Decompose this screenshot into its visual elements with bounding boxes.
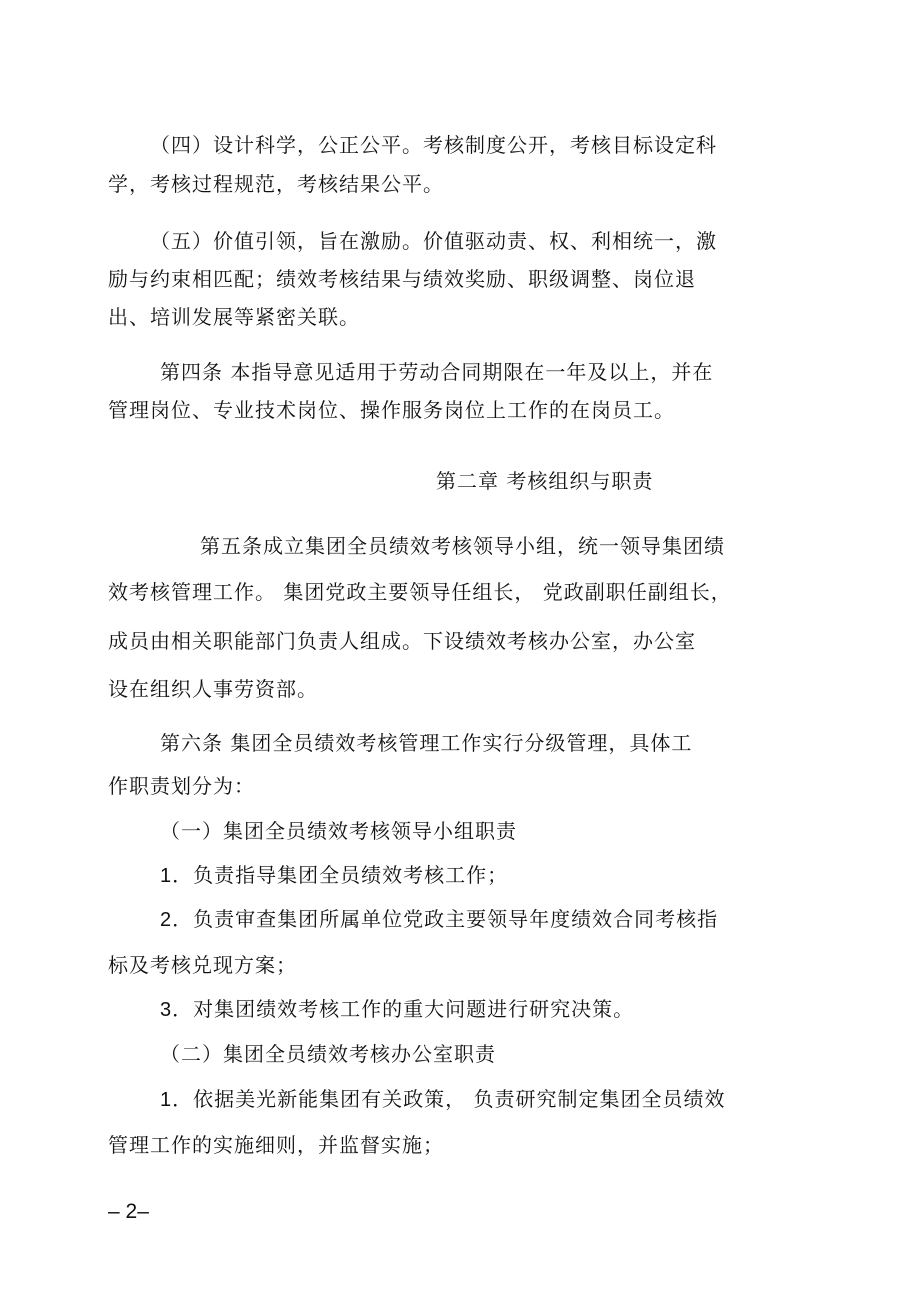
item-number: 2． bbox=[160, 909, 194, 931]
section-1-item-2 bbox=[160, 905, 718, 934]
article-5-line-3: 成员由相关职能部门负责人组成。下设绩效考核办公室，办公室 bbox=[108, 629, 696, 653]
item-number: 3． bbox=[160, 999, 194, 1021]
article-5-line-1: 第五条成立集团全员绩效考核领导小组，统一领导集团绩 bbox=[200, 534, 725, 558]
article-4-line-2: 管理岗位、专业技术岗位、操作服务岗位上工作的在岗员工。 bbox=[108, 398, 675, 422]
chapter-heading: 第二章 考核组织与职责 bbox=[436, 469, 654, 493]
article-6-line-2: 作职责划分为： bbox=[108, 774, 255, 798]
article-6-line-1: 第六条 集团全员绩效考核管理工作实行分级管理，具体工 bbox=[160, 731, 693, 755]
section-2-item-1-line-2: 管理工作的实施细则，并监督实施； bbox=[108, 1133, 444, 1157]
article-4-line-1: 第四条 本指导意见适用于劳动合同期限在一年及以上，并在 bbox=[160, 360, 714, 384]
para-5-line-1: （五）价值引领，旨在激励。价值驱动责、权、利相统一，激 bbox=[150, 229, 717, 253]
para-5-line-2: 励与约束相匹配；绩效考核结果与绩效奖励、职级调整、岗位退 bbox=[108, 267, 696, 291]
article-5-line-2: 效考核管理工作。 集团党政主要领导任组长， 党政副职任副组长， bbox=[108, 580, 732, 604]
page-number: – 2– bbox=[108, 1200, 149, 1223]
article-5-line-4: 设在组织人事劳资部。 bbox=[108, 677, 318, 701]
para-4-line-1: （四）设计科学，公正公平。考核制度公开，考核目标设定科 bbox=[150, 133, 717, 157]
section-1-item-1 bbox=[160, 861, 508, 890]
item-text: 负责审查集团所属单位党政主要领导年度绩效合同考核指 bbox=[193, 907, 719, 931]
section-2-item-1 bbox=[160, 1085, 725, 1114]
para-4-line-2: 学，考核过程规范，考核结果公平。 bbox=[108, 172, 444, 196]
section-1-item-2-line-2: 标及考核兑现方案； bbox=[108, 953, 297, 977]
item-text: 负责指导集团全员绩效考核工作； bbox=[193, 863, 509, 887]
section-1-item-3 bbox=[160, 995, 634, 1024]
section-1-heading: （一）集团全员绩效考核领导小组职责 bbox=[160, 819, 517, 843]
item-text: 对集团绩效考核工作的重大问题进行研究决策。 bbox=[193, 997, 635, 1021]
para-5-line-3: 出、培训发展等紧密关联。 bbox=[108, 305, 360, 329]
item-number: 1． bbox=[160, 865, 194, 887]
section-2-heading: （二）集团全员绩效考核办公室职责 bbox=[160, 1042, 496, 1066]
item-number: 1． bbox=[160, 1089, 194, 1111]
item-text: 依据美光新能集团有关政策， 负责研究制定集团全员绩效 bbox=[193, 1087, 726, 1111]
